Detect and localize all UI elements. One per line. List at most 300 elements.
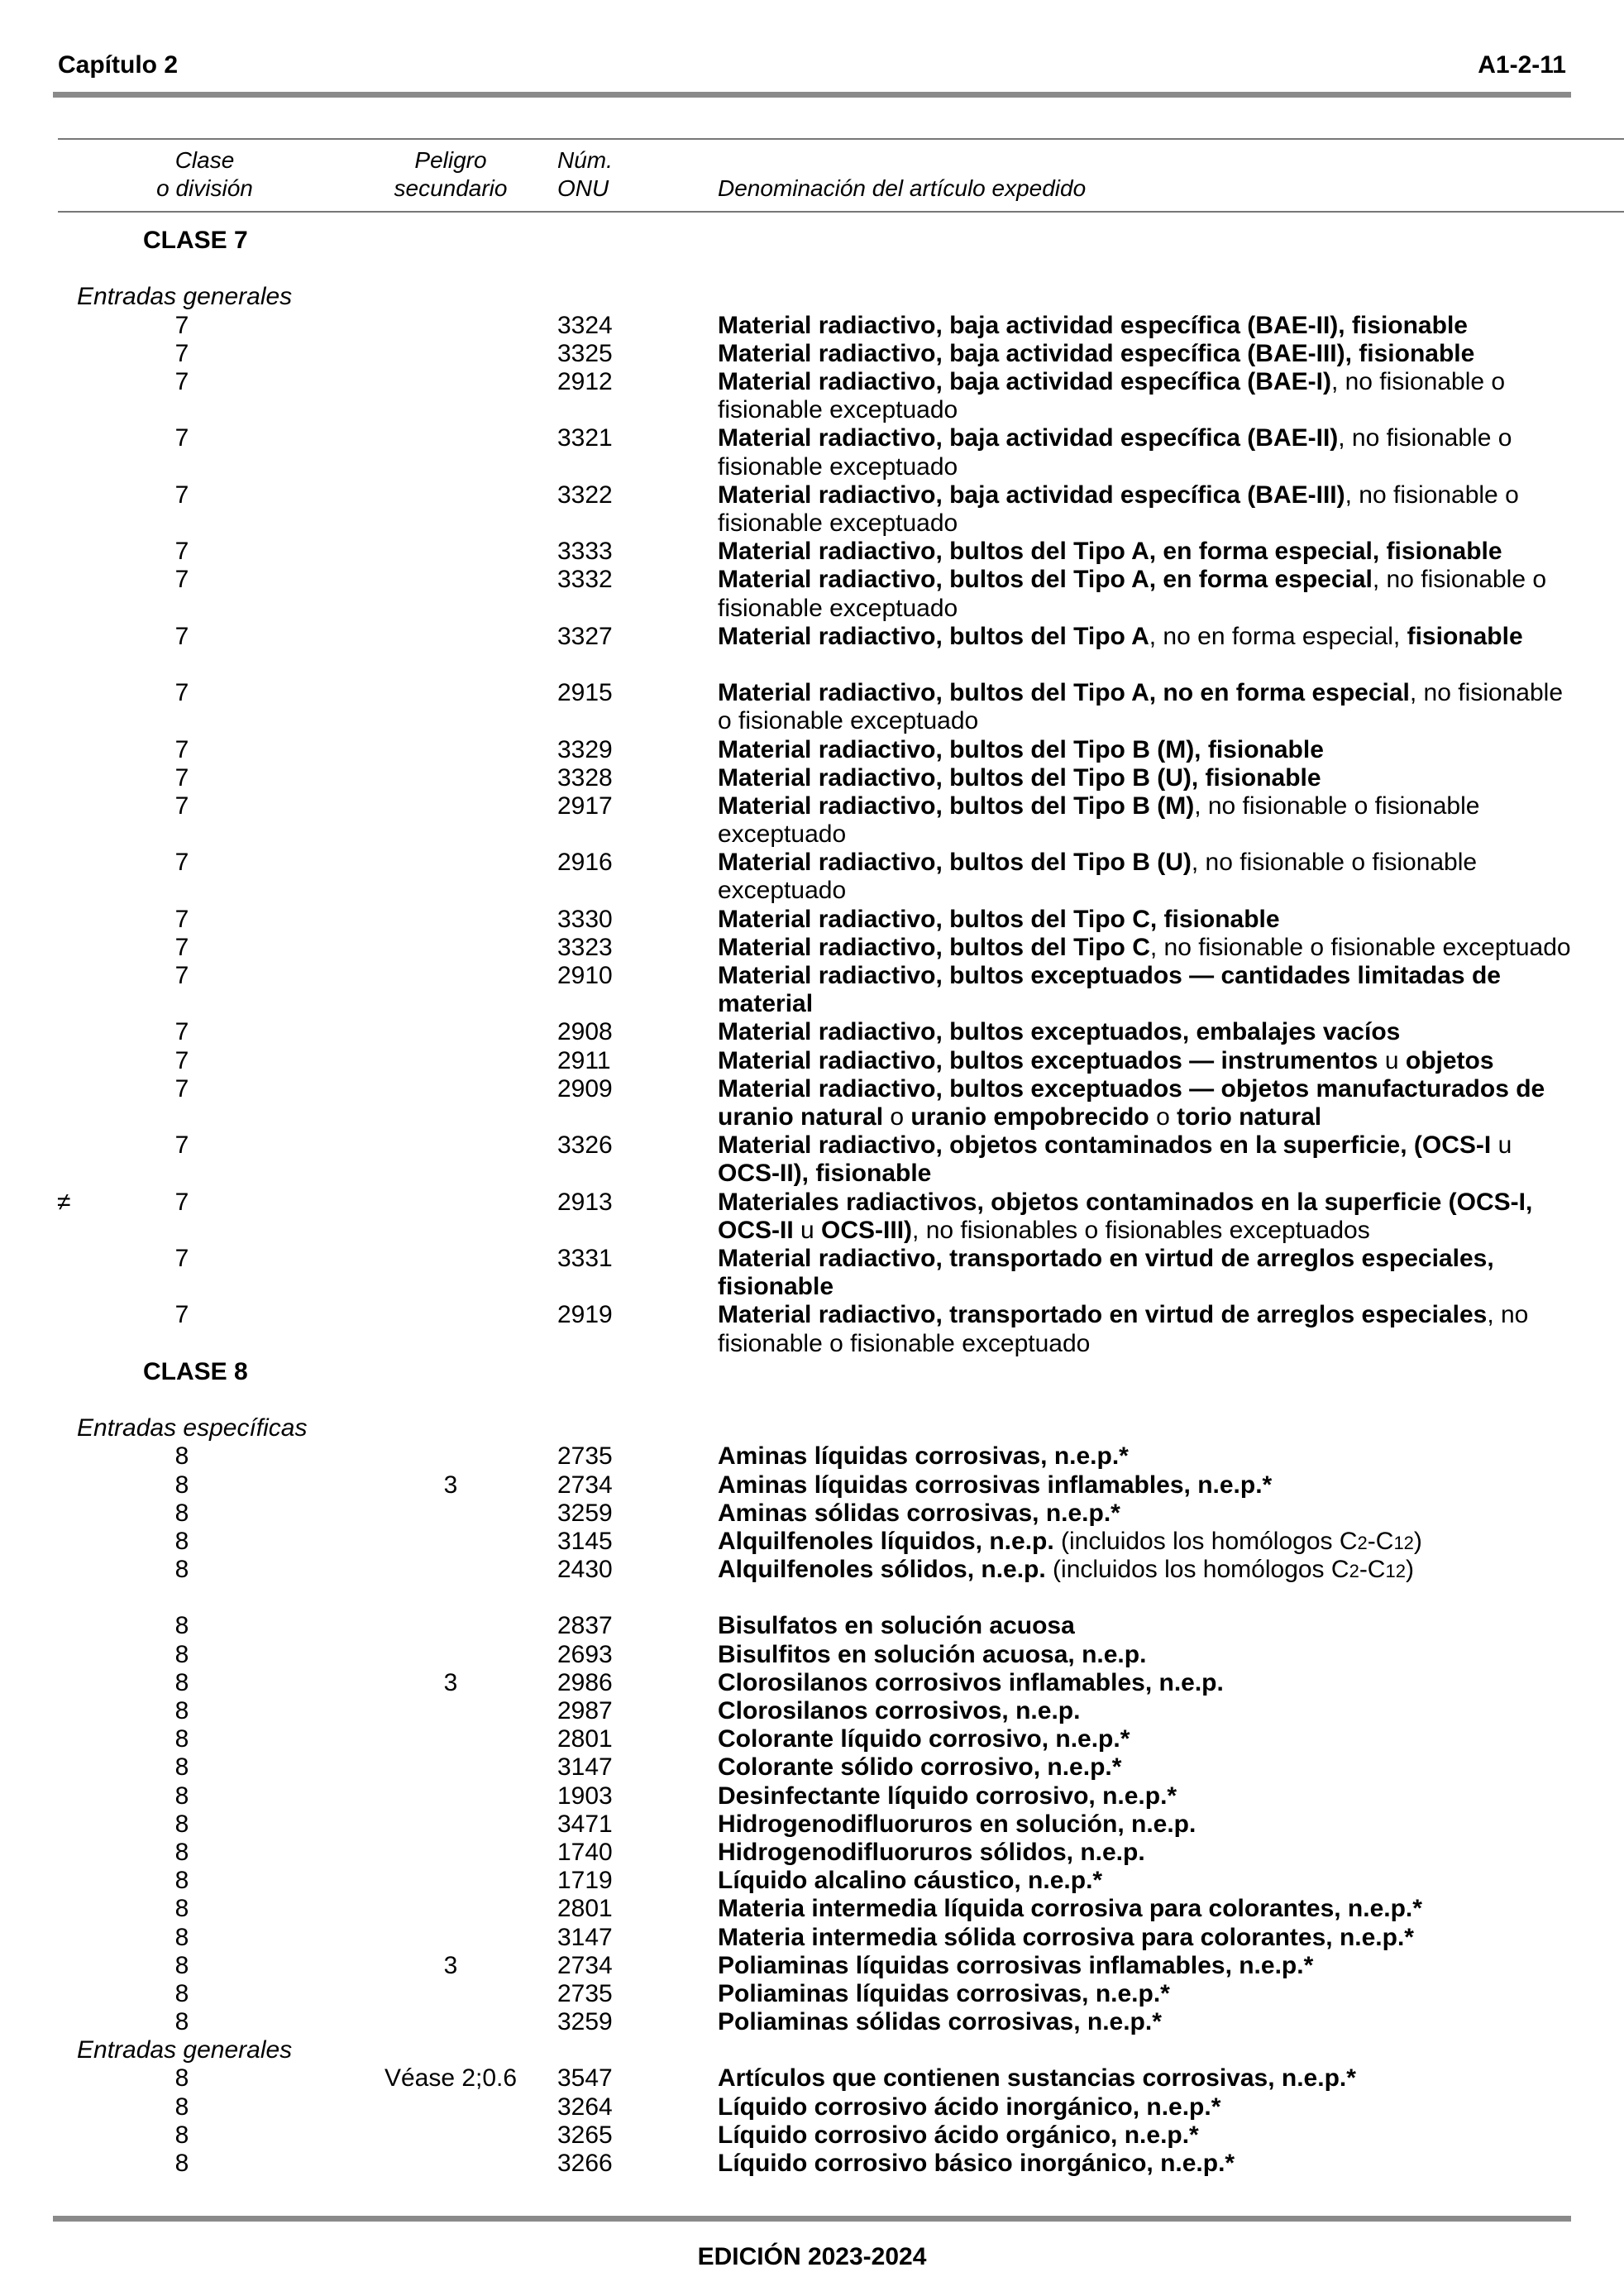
- name-segment: Aminas sólidas corrosivas, n.e.p.*: [718, 1499, 1120, 1527]
- un-number-cell: 3333: [557, 538, 613, 566]
- un-number-cell: 3330: [557, 905, 613, 933]
- shipping-name-line: [718, 1189, 1624, 1217]
- un-number-cell: 3264: [557, 2093, 613, 2121]
- table-row: [0, 481, 1624, 538]
- name-segment: Material radiactivo, bultos exceptuados — instrumentos: [718, 1046, 1378, 1074]
- shipping-name-line: [718, 623, 1624, 651]
- shipping-name-cell: [718, 1952, 1624, 1980]
- name-segment: OCS-II: [718, 1216, 794, 1244]
- class-cell: 7: [174, 311, 189, 339]
- name-segment: Líquido alcalino cáustico, n.e.p.*: [718, 1867, 1103, 1895]
- shipping-name-cell: [718, 2121, 1624, 2150]
- secondary-hazard-cell: Véase 2;0.6: [384, 2064, 518, 2093]
- class-cell: 7: [174, 1131, 189, 1160]
- class-cell: 7: [174, 735, 189, 763]
- name-segment: OCS-III): [821, 1216, 913, 1244]
- class-section-heading: CLASE 8: [143, 1357, 248, 1385]
- shipping-name-line: [718, 820, 1624, 849]
- name-segment: exceptuado: [718, 820, 847, 849]
- name-segment: , no fisionable o fisionable: [1194, 792, 1480, 820]
- table-top-rule: [58, 138, 1624, 140]
- un-number-cell: 2909: [557, 1074, 613, 1103]
- name-segment: Material radiactivo, bultos exceptuados — objetos manufacturados de: [718, 1074, 1545, 1103]
- shipping-name-cell: [718, 764, 1624, 792]
- shipping-name-cell: [718, 1895, 1624, 1923]
- un-number-cell: 2801: [557, 1895, 613, 1923]
- shipping-name-line: [718, 1160, 1624, 1188]
- class-cell: 7: [174, 481, 189, 509]
- un-number-cell: 2735: [557, 1442, 613, 1471]
- shipping-name-cell: [718, 1556, 1624, 1586]
- table-row: [0, 1782, 1624, 1810]
- class-cell: 8: [174, 1979, 189, 2007]
- shipping-name-line: [718, 312, 1624, 340]
- shipping-name-cell: [718, 2064, 1624, 2093]
- shipping-name-line: [718, 1556, 1624, 1586]
- shipping-name-cell: [718, 934, 1624, 962]
- name-segment: torio natural: [1177, 1103, 1322, 1131]
- name-segment: fisionable: [718, 1273, 834, 1301]
- un-number-cell: 2987: [557, 1697, 613, 1725]
- shipping-name-cell: [718, 538, 1624, 566]
- un-number-cell: 2837: [557, 1612, 613, 1640]
- un-number-cell: 2917: [557, 792, 613, 820]
- table-row: [0, 566, 1624, 622]
- name-segment: , no en forma especial,: [1149, 622, 1407, 650]
- class-cell: 7: [174, 1018, 189, 1046]
- un-number-cell: 2801: [557, 1725, 613, 1753]
- class-cell: 8: [174, 1556, 189, 1584]
- name-segment: Poliaminas líquidas corrosivas inflamables, n.e.p.*: [718, 1951, 1314, 1979]
- shipping-name-line: [718, 1500, 1624, 1528]
- name-segment: ): [1413, 1527, 1422, 1555]
- name-segment: fisionable o fisionable exceptuado: [718, 1329, 1091, 1357]
- shipping-name-cell: [718, 1697, 1624, 1725]
- class-section-heading: CLASE 7: [143, 227, 248, 254]
- class-cell: 8: [174, 1442, 189, 1471]
- column-header-un-number-line1: Núm.: [557, 147, 613, 173]
- shipping-name-cell: [718, 2150, 1624, 2178]
- shipping-name-cell: [718, 1725, 1624, 1753]
- secondary-hazard-cell: 3: [443, 1471, 458, 1499]
- un-number-cell: 3266: [557, 2150, 613, 2178]
- shipping-name-cell: [718, 679, 1624, 735]
- shipping-name-line: [718, 962, 1624, 990]
- shipping-name-line: [718, 1895, 1624, 1923]
- table-row: [0, 424, 1624, 481]
- name-segment: Poliaminas sólidas corrosivas, n.e.p.*: [718, 2008, 1162, 2036]
- un-number-cell: 3327: [557, 622, 613, 650]
- un-number-cell: 2919: [557, 1301, 613, 1329]
- shipping-name-line: [718, 792, 1624, 820]
- shipping-name-line: [718, 424, 1624, 452]
- shipping-name-cell: [718, 1189, 1624, 1245]
- shipping-name-line: [718, 764, 1624, 792]
- name-segment: Material radiactivo, transportado en virtud de arreglos especiales: [718, 1301, 1488, 1329]
- table-row: [0, 1867, 1624, 1895]
- blank-line: [0, 1386, 1624, 1414]
- table-row: [0, 1131, 1624, 1188]
- un-number-cell: 3547: [557, 2064, 613, 2093]
- shipping-name-line: [718, 396, 1624, 424]
- footer-rule: [53, 2216, 1571, 2222]
- class-cell: 8: [174, 1471, 189, 1499]
- un-number-cell: 3326: [557, 1131, 613, 1160]
- shipping-name-line: [718, 1753, 1624, 1782]
- un-number-cell: 2734: [557, 1951, 613, 1979]
- table-row: [0, 1442, 1624, 1471]
- class-cell: 7: [174, 622, 189, 650]
- name-segment: Materiales radiactivos, objetos contaminados en la superficie (OCS-I,: [718, 1188, 1533, 1216]
- table-row: [0, 2008, 1624, 2036]
- table-row: [0, 2093, 1624, 2121]
- un-number-cell: 3147: [557, 1923, 613, 1951]
- secondary-hazard-cell: 3: [443, 1668, 458, 1696]
- un-number-cell: 3332: [557, 566, 613, 594]
- name-segment: 2: [1357, 1532, 1368, 1553]
- un-number-cell: 3471: [557, 1810, 613, 1838]
- name-segment: fisionable exceptuado: [718, 396, 958, 424]
- shipping-name-line: [718, 1075, 1624, 1103]
- name-segment: Material radiactivo, bultos exceptuados — cantidades limitadas de: [718, 962, 1501, 990]
- un-number-cell: 3147: [557, 1753, 613, 1782]
- table-row: [0, 340, 1624, 368]
- shipping-name-line: [718, 1725, 1624, 1753]
- shipping-name-line: [718, 990, 1624, 1018]
- table-row: [0, 1047, 1624, 1075]
- table-row: [0, 764, 1624, 792]
- name-segment: Material radiactivo, bultos del Tipo B (U), fisionable: [718, 763, 1321, 792]
- name-segment: Hidrogenodifluoruros en solución, n.e.p.: [718, 1810, 1197, 1838]
- class-cell: 7: [174, 1301, 189, 1329]
- un-number-cell: 3329: [557, 735, 613, 763]
- shipping-name-line: [718, 679, 1624, 707]
- shipping-name-line: [718, 1641, 1624, 1669]
- class-cell: 8: [174, 1697, 189, 1725]
- shipping-name-cell: [718, 1924, 1624, 1952]
- un-number-cell: 2912: [557, 367, 613, 395]
- name-segment: OCS-II), fisionable: [718, 1160, 932, 1188]
- shipping-name-cell: [718, 906, 1624, 934]
- shipping-name-line: [718, 1839, 1624, 1867]
- class-cell: 7: [174, 1244, 189, 1272]
- name-segment: Material radiactivo, bultos del Tipo A, en forma especial, fisionable: [718, 538, 1502, 566]
- shipping-name-line: [718, 1131, 1624, 1160]
- table-row: [0, 906, 1624, 934]
- name-segment: o: [883, 1103, 911, 1131]
- column-header-secondary-hazard: [372, 146, 529, 203]
- class-cell: 8: [174, 2008, 189, 2036]
- name-segment: 12: [1385, 1561, 1406, 1582]
- un-number-cell: 3265: [557, 2121, 613, 2149]
- table-row: [0, 2121, 1624, 2150]
- un-number-cell: 2986: [557, 1668, 613, 1696]
- un-number-cell: 2910: [557, 962, 613, 990]
- name-segment: Material radiactivo, bultos del Tipo C, fisionable: [718, 905, 1280, 933]
- name-segment: u: [1378, 1046, 1406, 1074]
- class-cell: 8: [174, 1499, 189, 1527]
- shipping-name-line: [718, 1442, 1624, 1471]
- name-segment: Material radiactivo, objetos contaminados en la superficie, (OCS-I: [718, 1131, 1492, 1160]
- table-row: [0, 962, 1624, 1018]
- name-segment: ): [1405, 1556, 1414, 1584]
- name-segment: Materia intermedia líquida corrosiva para colorantes, n.e.p.*: [718, 1895, 1422, 1923]
- shipping-name-cell: [718, 1047, 1624, 1075]
- name-segment: (incluidos los homólogos C: [1045, 1556, 1349, 1584]
- shipping-name-cell: [718, 368, 1624, 424]
- shipping-name-cell: [718, 2008, 1624, 2036]
- class-cell: 8: [174, 1612, 189, 1640]
- un-number-cell: 3321: [557, 424, 613, 452]
- class-cell: 8: [174, 1923, 189, 1951]
- table-header-rule: [58, 211, 1624, 213]
- name-segment: Material radiactivo, baja actividad específica (BAE-I): [718, 367, 1331, 395]
- shipping-name-cell: [718, 424, 1624, 481]
- table-row: [0, 623, 1624, 679]
- shipping-name-line: [718, 1245, 1624, 1273]
- class-cell: 7: [174, 566, 189, 594]
- table-row: [0, 1612, 1624, 1640]
- shipping-name-line: [718, 1528, 1624, 1557]
- un-number-cell: 3259: [557, 1499, 613, 1527]
- shipping-name-line: [718, 1867, 1624, 1895]
- shipping-name-line: [718, 1980, 1624, 2008]
- name-segment: Alquilfenoles sólidos, n.e.p.: [718, 1556, 1046, 1584]
- table-row: [0, 1500, 1624, 1528]
- class-cell: 7: [174, 1074, 189, 1103]
- class-cell: 8: [174, 1782, 189, 1810]
- name-segment: Aminas líquidas corrosivas inflamables, n.e.p.*: [718, 1471, 1273, 1499]
- shipping-name-cell: [718, 481, 1624, 538]
- shipping-name-line: [718, 906, 1624, 934]
- table-row: [0, 1245, 1624, 1301]
- secondary-hazard-cell: 3: [443, 1951, 458, 1979]
- shipping-name-line: [718, 736, 1624, 764]
- table-row: [0, 1924, 1624, 1952]
- shipping-name-line: [718, 1952, 1624, 1980]
- blank-line: [0, 1584, 1624, 1612]
- name-segment: Bisulfatos en solución acuosa: [718, 1612, 1075, 1640]
- shipping-name-line: [718, 2093, 1624, 2121]
- name-segment: , no fisionable o fisionable exceptuado: [1149, 933, 1571, 961]
- name-segment: Colorante líquido corrosivo, n.e.p.*: [718, 1725, 1130, 1753]
- shipping-name-cell: [718, 1528, 1624, 1557]
- class-cell: 8: [174, 1951, 189, 1979]
- shipping-name-line: [718, 566, 1624, 594]
- shipping-name-line: [718, 2008, 1624, 2036]
- column-header-secondary-hazard-line2: secundario: [394, 175, 508, 201]
- name-segment: , no fisionable o: [1338, 424, 1512, 452]
- name-segment: Materia intermedia sólida corrosiva para colorantes, n.e.p.*: [718, 1923, 1414, 1951]
- class-cell: 7: [174, 1188, 189, 1216]
- table-row: [0, 1725, 1624, 1753]
- name-segment: 12: [1393, 1532, 1414, 1553]
- shipping-name-cell: [718, 792, 1624, 849]
- name-segment: Poliaminas líquidas corrosivas, n.e.p.*: [718, 1979, 1170, 2007]
- un-number-cell: 3324: [557, 311, 613, 339]
- name-segment: (incluidos los homólogos C: [1053, 1527, 1358, 1555]
- name-segment: fisionable exceptuado: [718, 509, 958, 537]
- class-cell: 8: [174, 1895, 189, 1923]
- un-number-cell: 2734: [557, 1471, 613, 1499]
- table-row: [0, 736, 1624, 764]
- table-row: [0, 792, 1624, 849]
- name-segment: , no fisionable o: [1345, 481, 1519, 509]
- name-segment: Material radiactivo, bultos del Tipo B (U): [718, 849, 1192, 877]
- chapter-title: Capítulo 2: [58, 51, 179, 79]
- class-cell: 7: [174, 933, 189, 961]
- shipping-name-line: [718, 1810, 1624, 1839]
- name-segment: o: [1149, 1103, 1177, 1131]
- table-row: [0, 1189, 1624, 1245]
- un-number-cell: 3325: [557, 339, 613, 367]
- name-segment: objetos: [1405, 1046, 1494, 1074]
- entries-subheading: Entradas generales: [77, 283, 293, 311]
- table-row: [0, 1075, 1624, 1131]
- table-row: [0, 1839, 1624, 1867]
- shipping-name-line: [718, 1330, 1624, 1358]
- shipping-name-cell: [718, 1018, 1624, 1046]
- name-segment: Material radiactivo, bultos exceptuados, embalajes vacíos: [718, 1018, 1401, 1046]
- name-segment: -C: [1359, 1556, 1386, 1584]
- shipping-name-line: [718, 1273, 1624, 1301]
- shipping-name-cell: [718, 312, 1624, 340]
- column-header-shipping-name: Denominación del artículo expedido: [718, 175, 1087, 201]
- name-segment: Material radiactivo, baja actividad específica (BAE-II): [718, 424, 1339, 452]
- shipping-name-cell: [718, 1753, 1624, 1782]
- table-row: [0, 2150, 1624, 2178]
- name-segment: , no fisionable o fisionable: [1191, 849, 1478, 877]
- shipping-name-line: [718, 2150, 1624, 2178]
- name-segment: Material radiactivo, bultos del Tipo A: [718, 622, 1149, 650]
- class-cell: 8: [174, 1867, 189, 1895]
- name-segment: Hidrogenodifluoruros sólidos, n.e.p.: [718, 1838, 1145, 1866]
- class-cell: 8: [174, 1838, 189, 1866]
- name-segment: Material radiactivo, bultos del Tipo A, no en forma especial: [718, 679, 1410, 707]
- name-segment: Líquido corrosivo ácido inorgánico, n.e.p.*: [718, 2093, 1221, 2121]
- shipping-name-cell: [718, 1810, 1624, 1839]
- shipping-name-line: [718, 2064, 1624, 2093]
- class-cell: 7: [174, 424, 189, 452]
- table-row: [0, 2064, 1624, 2093]
- shipping-name-cell: [718, 1301, 1624, 1357]
- table-row: [0, 1641, 1624, 1669]
- name-segment: fisionable: [1407, 622, 1523, 650]
- un-number-cell: 2911: [557, 1046, 611, 1074]
- class-cell: 8: [174, 1753, 189, 1782]
- shipping-name-line: [718, 849, 1624, 877]
- class-cell: 8: [174, 1668, 189, 1696]
- class-cell: 7: [174, 792, 189, 820]
- table-row: [0, 849, 1624, 905]
- table-row: [0, 1301, 1624, 1357]
- class-cell: 8: [174, 2093, 189, 2121]
- table-row: [0, 1697, 1624, 1725]
- name-segment: , no fisionable: [1409, 679, 1564, 707]
- name-segment: Bisulfitos en solución acuosa, n.e.p.: [718, 1640, 1147, 1668]
- name-segment: -C: [1367, 1527, 1394, 1555]
- shipping-name-line: [718, 538, 1624, 566]
- class-cell: 7: [174, 962, 189, 990]
- class-cell: 7: [174, 538, 189, 566]
- amendment-mark: ≠: [57, 1188, 71, 1216]
- class-cell: 7: [174, 849, 189, 877]
- shipping-name-cell: [718, 1839, 1624, 1867]
- name-segment: u: [1491, 1131, 1512, 1160]
- name-segment: uranio empobrecido: [910, 1103, 1149, 1131]
- name-segment: Líquido corrosivo ácido orgánico, n.e.p.*: [718, 2121, 1199, 2149]
- table-row: [0, 538, 1624, 566]
- blank-line: [0, 255, 1624, 283]
- un-number-cell: 2915: [557, 679, 613, 707]
- un-number-cell: 2908: [557, 1018, 613, 1046]
- un-number-cell: 2430: [557, 1556, 613, 1584]
- name-segment: , no fisionable o: [1372, 566, 1547, 594]
- shipping-name-line: [718, 509, 1624, 538]
- class-cell: 7: [174, 763, 189, 792]
- un-number-cell: 2693: [557, 1640, 613, 1668]
- name-segment: , no: [1487, 1301, 1529, 1329]
- shipping-name-cell: [718, 623, 1624, 651]
- page-number: A1-2-11: [1478, 51, 1566, 79]
- shipping-name-line: [718, 1103, 1624, 1131]
- name-segment: Material radiactivo, bultos del Tipo B (M), fisionable: [718, 735, 1324, 763]
- un-number-cell: 3328: [557, 763, 613, 792]
- table-row: [0, 1980, 1624, 2008]
- name-segment: Alquilfenoles líquidos, n.e.p.: [718, 1527, 1054, 1555]
- un-number-cell: 3259: [557, 2008, 613, 2036]
- shipping-name-line: [718, 1697, 1624, 1725]
- class-cell: 8: [174, 1725, 189, 1753]
- table-row: [0, 1556, 1624, 1584]
- name-segment: Material radiactivo, bultos del Tipo C: [718, 933, 1150, 961]
- name-segment: Material radiactivo, baja actividad específica (BAE-III): [718, 481, 1345, 509]
- class-cell: 7: [174, 1046, 189, 1074]
- shipping-name-cell: [718, 2093, 1624, 2121]
- shipping-name-cell: [718, 1782, 1624, 1810]
- un-number-cell: 1719: [557, 1867, 613, 1895]
- name-segment: o fisionable exceptuado: [718, 707, 979, 735]
- table-row: [0, 1895, 1624, 1923]
- name-segment: uranio natural: [718, 1103, 884, 1131]
- name-segment: , no fisionable o: [1330, 367, 1506, 395]
- shipping-name-cell: [718, 340, 1624, 368]
- shipping-name-line: [718, 1301, 1624, 1329]
- name-segment: Desinfectante líquido corrosivo, n.e.p.*: [718, 1782, 1177, 1810]
- shipping-name-cell: [718, 1245, 1624, 1301]
- table-row: [0, 368, 1624, 424]
- shipping-name-cell: [718, 1867, 1624, 1895]
- shipping-name-cell: [718, 1669, 1624, 1697]
- name-segment: Material radiactivo, baja actividad específica (BAE-III), fisionable: [718, 339, 1475, 367]
- column-header-class: [149, 146, 260, 203]
- shipping-name-line: [718, 1471, 1624, 1500]
- header-rule: [53, 92, 1571, 98]
- shipping-name-cell: [718, 1442, 1624, 1471]
- column-header-secondary-hazard-line1: Peligro: [414, 147, 487, 173]
- shipping-name-line: [718, 1047, 1624, 1075]
- un-number-cell: 3145: [557, 1527, 613, 1555]
- name-segment: Artículos que contienen sustancias corrosivas, n.e.p.*: [718, 2064, 1356, 2093]
- class-cell: 8: [174, 2121, 189, 2149]
- un-number-cell: 2735: [557, 1979, 613, 2007]
- name-segment: fisionable exceptuado: [718, 452, 958, 481]
- shipping-name-line: [718, 368, 1624, 396]
- shipping-name-cell: [718, 1641, 1624, 1669]
- shipping-name-cell: [718, 1500, 1624, 1528]
- name-segment: Aminas líquidas corrosivas, n.e.p.*: [718, 1442, 1129, 1471]
- table-row: [0, 934, 1624, 962]
